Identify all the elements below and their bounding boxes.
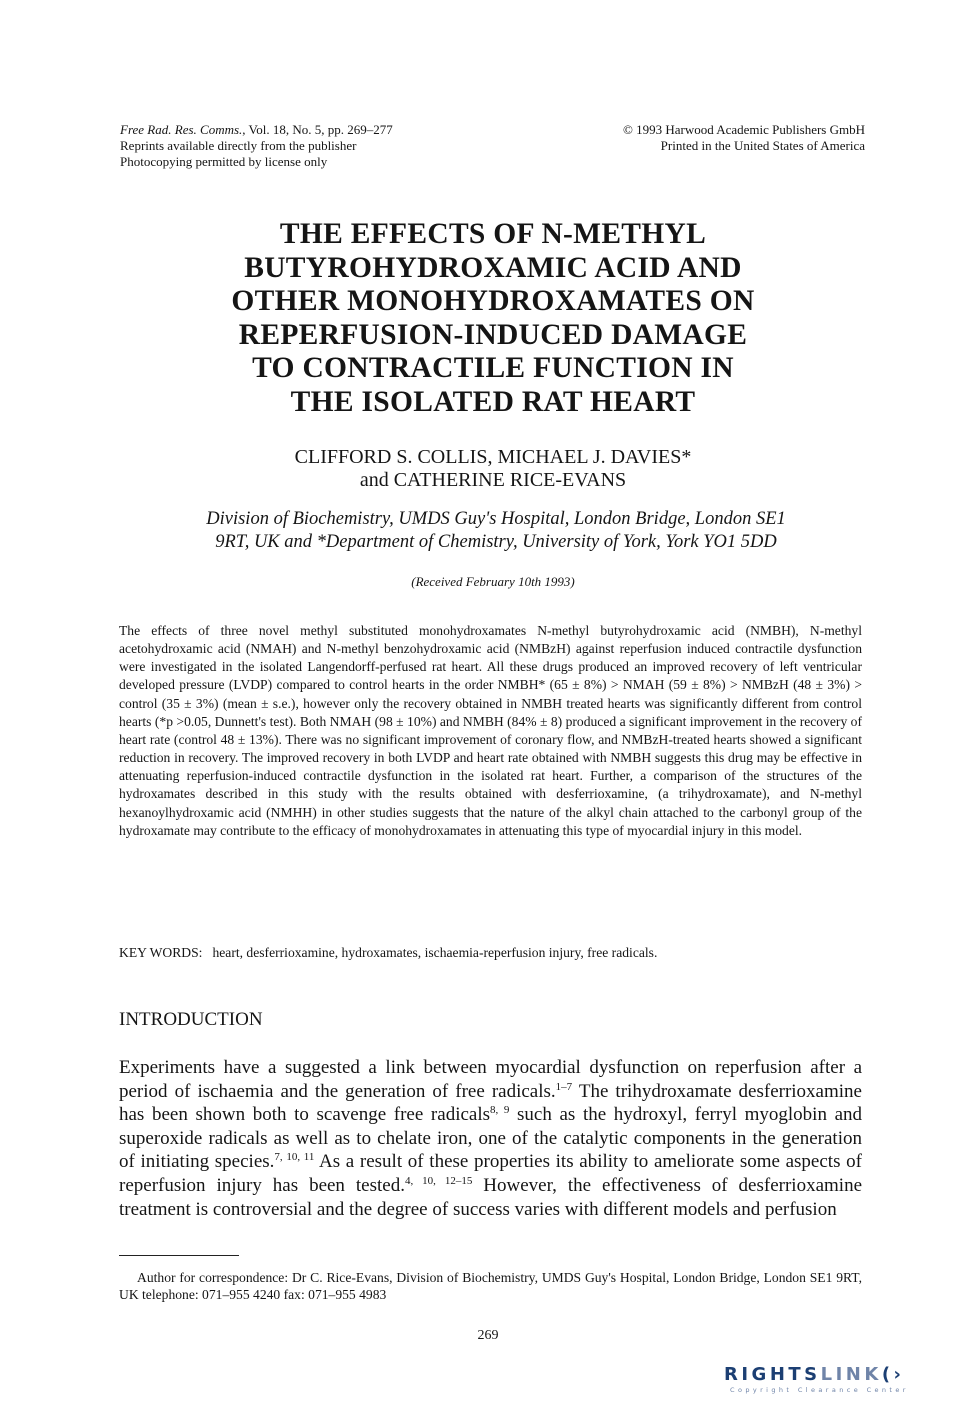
rightslink-wordmark bbox=[724, 1364, 960, 1385]
author-line-1: CLIFFORD S. COLLIS, MICHAEL J. DAVIES* bbox=[294, 446, 692, 468]
rightslink-word-rights: RIGHTS bbox=[724, 1364, 821, 1385]
photocopying-note: Photocopying permitted by license only bbox=[120, 154, 328, 169]
title-line: TO CONTRACTILE FUNCTION IN bbox=[252, 352, 734, 384]
article-title bbox=[180, 218, 806, 419]
intro-text-1: Experiments have a suggested a link between myocardial dysfunction on reperfusion after a period of ischaemia and the generation of free radicals. bbox=[119, 1057, 862, 1102]
keywords-text: heart, desferrioxamine, hydroxamates, ischaemia-reperfusion injury, free radicals. bbox=[212, 945, 658, 960]
reprints-note: Reprints available directly from the publisher bbox=[120, 138, 357, 153]
title-line: THE EFFECTS OF N-METHYL bbox=[279, 218, 707, 250]
reference-marker: 8, 9 bbox=[490, 1104, 510, 1117]
intro-text-4: As a result of these properties its ability to ameliorate some aspects of reperfusion injury has been tested. bbox=[119, 1151, 862, 1196]
intro-text-3: such as the hydroxyl, ferryl myoglobin and superoxide radicals as well as to chelate iron, one of the catalytic components in the generation of initiating species. bbox=[119, 1104, 863, 1173]
reference-marker: 7, 10, 11 bbox=[274, 1151, 315, 1164]
reference-marker: 1–7 bbox=[555, 1080, 573, 1093]
publisher-info bbox=[623, 122, 865, 154]
journal-citation bbox=[120, 122, 393, 170]
footnote-divider bbox=[119, 1255, 239, 1256]
rightslink-tagline: Copyright Clearance Center bbox=[730, 1386, 909, 1394]
title-line: OTHER MONOHYDROXAMATES ON bbox=[231, 285, 755, 317]
affiliation-line-2: 9RT, UK and *Department of Chemistry, University of York, York YO1 5DD bbox=[215, 531, 777, 552]
rightslink-word-link: LINK bbox=[820, 1364, 882, 1385]
reference-marker: 4, 10, 12–15 bbox=[404, 1174, 473, 1187]
title-line: BUTYROHYDROXAMIC ACID AND bbox=[244, 251, 742, 284]
title-line: REPERFUSION-INDUCED DAMAGE bbox=[238, 318, 748, 351]
intro-text-2: The trihydroxamate desferrioxamine has been shown both to scavenge free radicals bbox=[119, 1080, 862, 1126]
journal-volume: , Vol. 18, No. 5, pp. 269–277 bbox=[242, 122, 393, 137]
printed-line: Printed in the United States of America bbox=[660, 138, 865, 153]
introduction-paragraph bbox=[119, 1056, 862, 1221]
rightslink-logo bbox=[724, 1364, 960, 1404]
journal-name: Free Rad. Res. Comms. bbox=[120, 122, 243, 137]
author-list bbox=[160, 446, 826, 492]
title-line: THE ISOLATED RAT HEART bbox=[290, 385, 696, 418]
section-heading: INTRODUCTION bbox=[119, 1009, 263, 1030]
received-date: (Received February 10th 1993) bbox=[411, 574, 575, 589]
intro-text-5: However, the effectiveness of desferrioxamine treatment is controversial and the degree of success varies with different models and perfusion bbox=[119, 1174, 862, 1220]
copyright-line: © 1993 Harwood Academic Publishers GmbH bbox=[622, 122, 865, 137]
journal-citation-line bbox=[120, 122, 393, 138]
abstract: The effects of three novel methyl substituted monohydroxamates N-methyl butyrohydroxamic acid (NMBH), N-methyl acetohydroxamic acid (NMAH) and N-methyl benzohydroxamic acid (NMBzH) against reperfusion induced contractile dysfunction were investigated in the isolated Langendorff-perfused rat heart. All these drugs produced an improved recovery of left ventricular developed pressure (LVDP) compared to control hearts in the order NMBH* (65 ± 8%) > NMAH (59 ± 8%) > NMBzH (48 ± 3%) > control (35 ± 3%) (mean ± s.e.), however only the recovery obtained in NMBH treated hearts was significantly different from control hearts (*p >0.05, Dunnett's test). Both NMAH (98 ± 10%) and NMBH (84% ± 8) produced a significant improvement in the recovery of heart rate (control 48 ± 13%). There was no significant improvement of coronary flow, and NMBzH-treated hearts showed a significant reduction in recovery. The improved recovery in both LVDP and heart rate obtained with NMBH suggests this drug may be effective in attenuating reperfusion-induced contractile dysfunction in the isolated rat heart. Further, a comparison of the structures of the hydroxamates described in this study with the results obtained with desferrioxamine, (a trihydroxamate), and N-methyl hexanoylhydroxamic acid (NMHH) in other studies suggests that the nature of the alkyl chain attached to the carbonyl group of the hydroxamate may contribute to the efficacy of monohydroxamates in attenuating this type of myocardial injury in this model. bbox=[119, 623, 862, 838]
correspondence-footnote: Author for correspondence: Dr C. Rice-Evans, Division of Biochemistry, UMDS Guy's Hospital, London Bridge, London SE1 9RT, UK telephone: 071–955 4240 fax: 071–955 4983 bbox=[119, 1270, 862, 1302]
affiliation bbox=[126, 508, 866, 553]
page-number: 269 bbox=[477, 1328, 499, 1343]
affiliation-line-1: Division of Biochemistry, UMDS Guy's Hospital, London Bridge, London SE1 bbox=[206, 509, 786, 529]
keywords bbox=[119, 944, 862, 962]
author-line-2: and CATHERINE RICE-EVANS bbox=[359, 469, 627, 491]
keywords-label: KEY WORDS: bbox=[119, 945, 203, 960]
rightslink-symbol-icon: (› bbox=[881, 1364, 905, 1385]
